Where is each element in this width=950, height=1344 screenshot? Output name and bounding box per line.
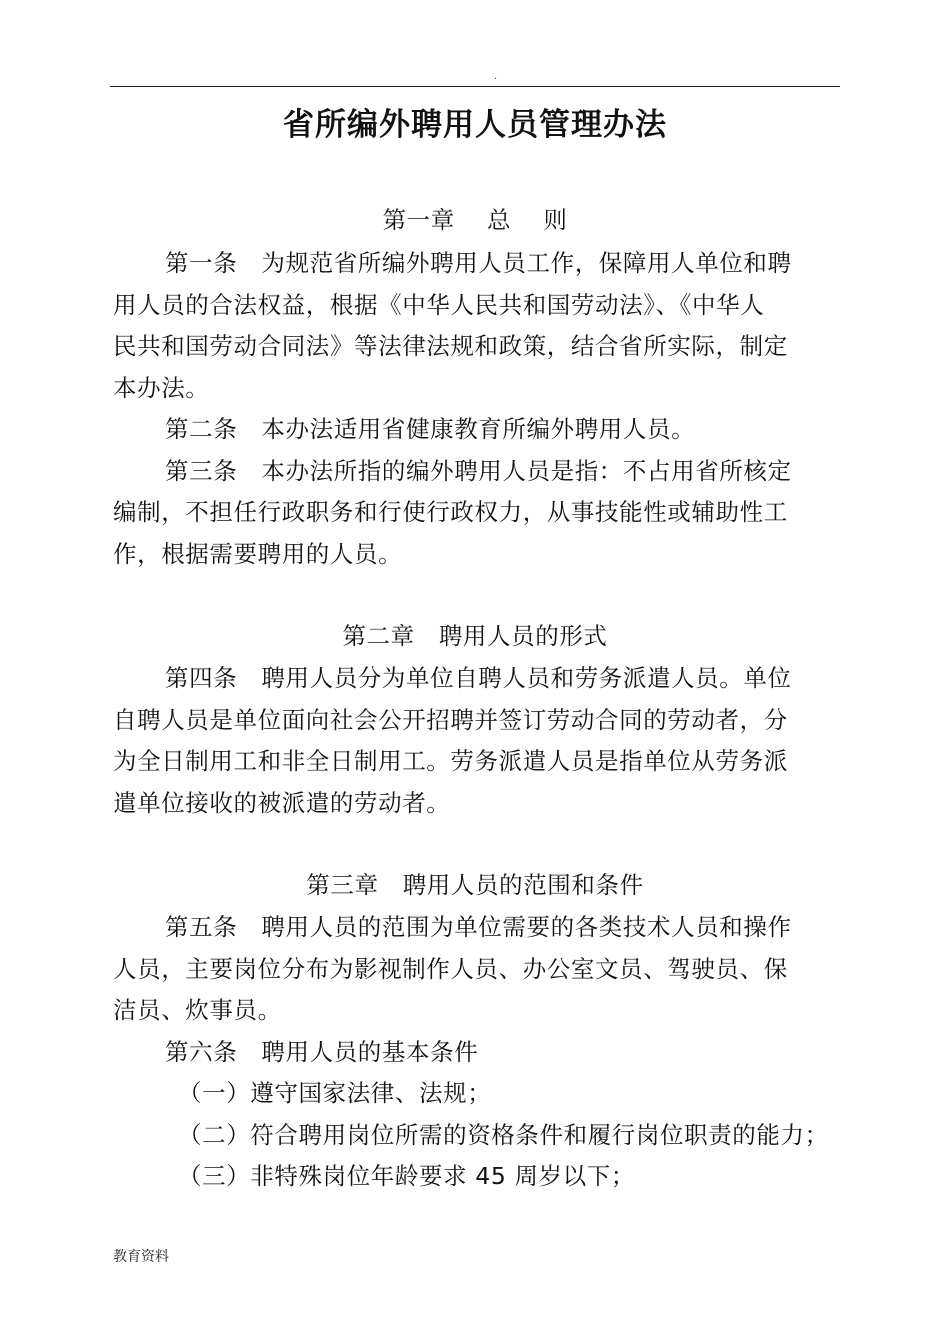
chapter-2-heading: 第二章 聘用人员的形式 <box>342 622 608 650</box>
header-mark: . <box>494 71 498 82</box>
article-3-line-1: 第三条 本办法所指的编外聘用人员是指：不占用省所核定 <box>165 456 792 485</box>
header-rule <box>110 86 840 87</box>
chapter-1-heading: 第一章 总 则 <box>382 206 568 234</box>
article-6-line-1: 第六条 聘用人员的基本条件 <box>165 1037 479 1066</box>
article-1-line-1: 第一条 为规范省所编外聘用人员工作，保障用人单位和聘 <box>165 249 792 277</box>
article-6-item-3: （三）非特殊岗位年龄要求 45 周岁以下； <box>178 1162 635 1190</box>
article-2-line-1: 第二条 本办法适用省健康教育所编外聘用人员。 <box>165 415 696 443</box>
article-6-item-1: （一）遵守国家法律、法规； <box>178 1079 492 1107</box>
article-3-line-2: 编制，不担任行政职务和行使行政权力，从事技能性或辅助性工 <box>113 498 788 526</box>
article-5-line-3: 洁员、炊事员。 <box>113 996 282 1024</box>
article-6-item-2: （二）符合聘用岗位所需的资格条件和履行岗位职责的能力； <box>178 1120 829 1149</box>
chapter-3-body <box>113 907 853 1198</box>
article-1-line-3: 民共和国劳动合同法》等法律法规和政策，结合省所实际，制定 <box>113 332 788 360</box>
document-title: 省所编外聘用人员管理办法 <box>283 107 667 143</box>
article-5-line-1: 第五条 聘用人员的范围为单位需要的各类技术人员和操作 <box>165 913 792 941</box>
article-5-line-2: 人员，主要岗位分布为影视制作人员、办公室文员、驾驶员、保 <box>113 954 788 983</box>
footer-label: 教育资料 <box>113 1249 169 1265</box>
chapter-2-body <box>113 658 853 824</box>
article-3-line-3: 作，根据需要聘用的人员。 <box>113 539 403 568</box>
article-4-line-2: 自聘人员是单位面向社会公开招聘并签订劳动合同的劳动者，分 <box>113 705 788 734</box>
chapter-3-heading: 第三章 聘用人员的范围和条件 <box>306 871 644 899</box>
article-4-line-3: 为全日制用工和非全日制用工。劳务派遣人员是指单位从劳务派 <box>113 747 788 775</box>
article-4-line-1: 第四条 聘用人员分为单位自聘人员和劳务派遣人员。单位 <box>165 664 792 692</box>
article-4-line-4: 遣单位接收的被派遣的劳动者。 <box>113 788 451 817</box>
article-1-line-2: 用人员的合法权益，根据《中华人民共和国劳动法》、《中华人 <box>113 290 765 319</box>
chapter-1-body <box>113 243 853 575</box>
article-1-line-4: 本办法。 <box>113 373 210 402</box>
